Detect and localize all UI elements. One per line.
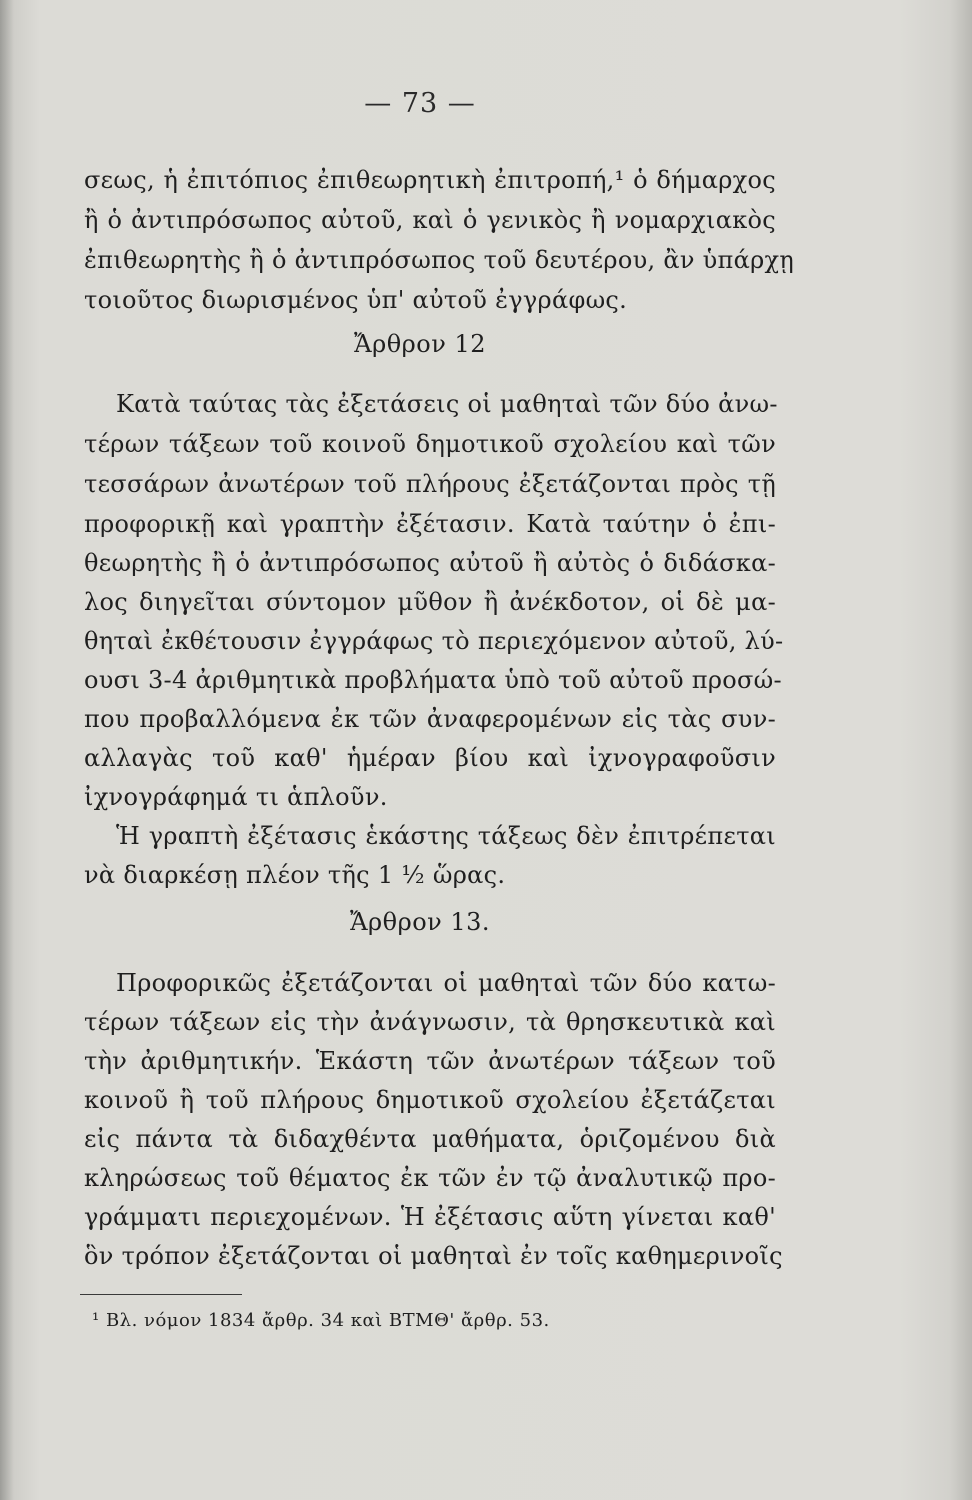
text-line: κοινοῦ ἢ τοῦ πλήρους δημοτικοῦ σχολείου ἐξετάζεται — [84, 1086, 776, 1114]
text-line: γράμματι περιεχομένων. Ἡ ἐξέτασις αὕτη γίνεται καθ' — [84, 1203, 776, 1231]
text-line: Κατὰ ταύτας τὰς ἐξετάσεις οἱ μαθηταὶ τῶν δύο ἀνω- — [116, 390, 778, 418]
text-line: που προβαλλόμενα ἐκ τῶν ἀναφερομένων εἰς τὰς συν- — [84, 705, 776, 733]
article-heading-12: Ἄρθρον 12 — [354, 330, 486, 358]
text-line: τὴν ἀριθμητικήν. Ἑκάστη τῶν ἀνωτέρων τάξεων τοῦ — [84, 1047, 776, 1075]
text-line: ουσι 3-4 ἀριθμητικὰ προβλήματα ὑπὸ τοῦ αὐτοῦ προσώ- — [84, 666, 782, 694]
text-line: αλλαγὰς τοῦ καθ' ἡμέραν βίου καὶ ἰχνογραφοῦσιν — [84, 744, 776, 772]
text-line: προφορικῇ καὶ γραπτὴν ἐξέτασιν. Κατὰ ταύτην ὁ ἐπι- — [84, 510, 776, 538]
footnote-divider — [80, 1294, 242, 1295]
text-line: τοιοῦτος διωρισμένος ὑπ' αὐτοῦ ἐγγράφως. — [84, 286, 628, 314]
text-line: τέρων τάξεων τοῦ κοινοῦ δημοτικοῦ σχολείου καὶ τῶν — [84, 430, 776, 458]
text-line: ἐπιθεωρητὴς ἢ ὁ ἀντιπρόσωπος τοῦ δευτέρου, ἂν ὑπάρχῃ — [84, 246, 795, 274]
text-line: σεως, ἡ ἐπιτόπιος ἐπιθεωρητικὴ ἐπιτροπή,¹ ὁ δήμαρχος — [84, 166, 776, 194]
text-line: κληρώσεως τοῦ θέματος ἐκ τῶν ἐν τῷ ἀναλυτικῷ προ- — [84, 1164, 776, 1192]
text-line: λος διηγεῖται σύντομον μῦθον ἢ ἀνέκδοτον, οἱ δὲ μα- — [84, 588, 776, 616]
text-line: θεωρητὴς ἢ ὁ ἀντιπρόσωπος αὐτοῦ ἢ αὐτὸς ὁ διδάσκα- — [84, 549, 776, 577]
footnote: ¹ Βλ. νόμον 1834 ἄρθρ. 34 καὶ ΒΤΜΘ' ἄρθρ. 53. — [92, 1310, 550, 1331]
text-line: θηταὶ ἐκθέτουσιν ἐγγράφως τὸ περιεχόμενον αὐτοῦ, λύ- — [84, 627, 784, 655]
text-line: νὰ διαρκέσῃ πλέον τῆς 1 ½ ὥρας. — [84, 861, 506, 889]
text-line: τεσσάρων ἀνωτέρων τοῦ πλήρους ἐξετάζονται πρὸς τῇ — [84, 470, 776, 498]
article-heading-13: Ἄρθρον 13. — [349, 908, 491, 936]
text-line: ἢ ὁ ἀντιπρόσωπος αὐτοῦ, καὶ ὁ γενικὸς ἢ νομαρχιακὸς — [84, 206, 776, 234]
text-line: Ἡ γραπτὴ ἐξέτασις ἑκάστης τάξεως δὲν ἐπιτρέπεται — [116, 822, 776, 850]
text-line: ὃν τρόπον ἐξετάζονται οἱ μαθηταὶ ἐν τοῖς καθημερινοῖς — [84, 1242, 783, 1270]
text-line: ἰχνογράφημά τι ἁπλοῦν. — [84, 783, 388, 811]
text-line: Προφορικῶς ἐξετάζονται οἱ μαθηταὶ τῶν δύο κατω- — [116, 969, 776, 997]
text-line: τέρων τάξεων εἰς τὴν ἀνάγνωσιν, τὰ θρησκευτικὰ καὶ — [84, 1008, 776, 1036]
page-number: — 73 — — [364, 88, 476, 119]
text-line: εἰς πάντα τὰ διδαχθέντα μαθήματα, ὁριζομένου διὰ — [84, 1125, 776, 1153]
